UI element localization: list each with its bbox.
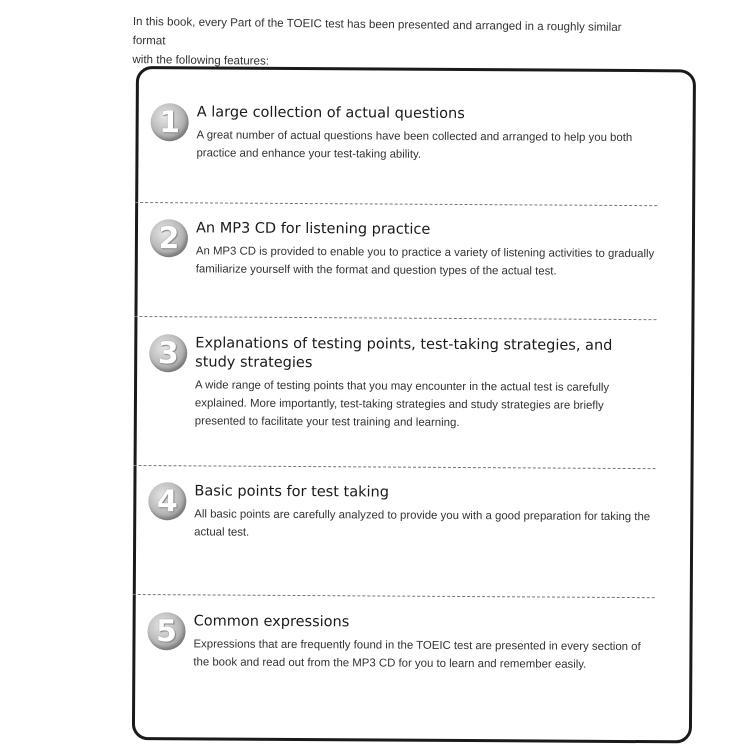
- number-badge-5-icon: 5: [147, 612, 185, 650]
- feature-item-2: [138, 219, 657, 278]
- number-badge-1-icon: 1: [151, 103, 189, 141]
- feature-item-4: [136, 482, 655, 539]
- feature-item-3: [137, 334, 656, 429]
- feature-title-1: A large collection of actual questions: [196, 104, 465, 123]
- feature-body-4: All basic points are carefully analyzed to provide you with a good preparation for taking the actual test.: [194, 508, 651, 539]
- feature-body-2: An MP3 CD is provided to enable you to practice a variety of listening activities to gradually familiarize yourself with the format and question types of the actual test.: [195, 245, 655, 278]
- feature-title-2: An MP3 CD for listening practice: [195, 220, 431, 238]
- feature-title-3: Explanations of testing points, test-taking strategies, and study strategies: [195, 335, 613, 372]
- features-panel: [132, 66, 696, 743]
- feature-body-1: A great number of actual questions have been collected and arranged to help you both practice and enhance your test-taking ability.: [196, 129, 633, 161]
- section-divider-4: [133, 594, 655, 598]
- feature-body-5: Expressions that are frequently found in the TOEIC test are presented in every section of the book and read out from the MP3 CD for you to learn and remember easily.: [193, 638, 641, 671]
- number-badge-3-icon: 3: [149, 334, 187, 372]
- section-divider-2: [134, 316, 656, 320]
- feature-body-3: A wide range of testing points that you may encounter in the actual test is carefully explained. More importantly, test-taking strategies and study strategies are briefly presented to facilitate your test training and learning.: [194, 379, 610, 429]
- number-badge-4-icon: 4: [148, 482, 186, 520]
- feature-title-4: Basic points for test taking: [194, 483, 389, 501]
- intro-line-2: with the following features:: [132, 52, 270, 68]
- feature-item-5: [136, 612, 655, 671]
- intro-line-1: In this book, every Part of the TOEIC test has been presented and arranged in a roughly similar format: [132, 14, 622, 48]
- section-divider-3: [134, 465, 656, 469]
- feature-title-5: Common expressions: [193, 613, 350, 631]
- section-divider-1: [135, 202, 657, 206]
- feature-item-1: [139, 103, 658, 161]
- number-badge-2-icon: 2: [150, 219, 188, 257]
